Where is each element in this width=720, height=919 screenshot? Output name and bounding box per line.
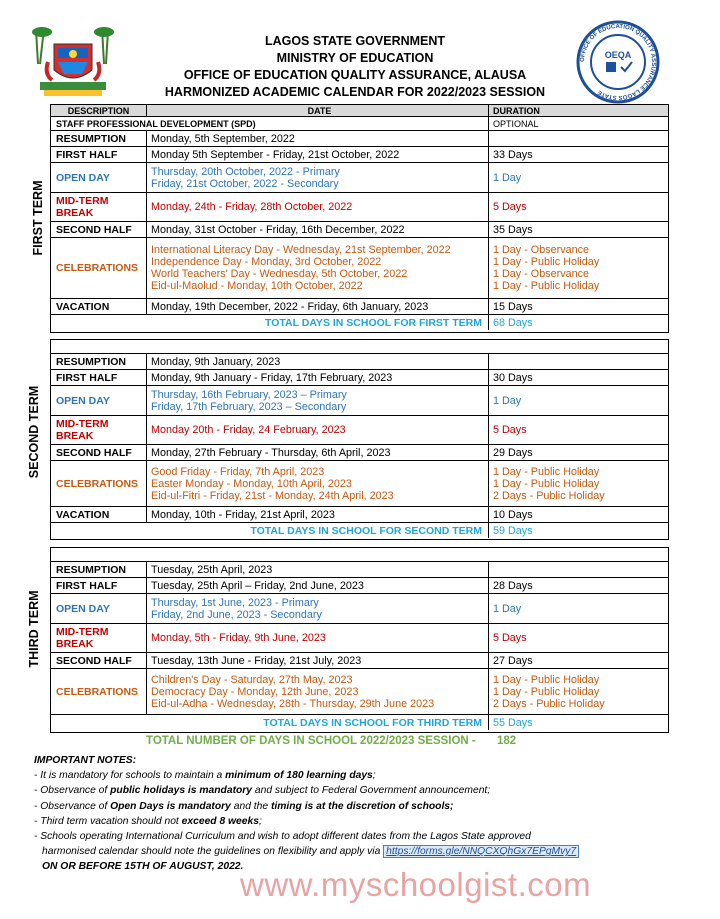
t3-mid-term-date: Monday, 5th - Friday, 9th June, 2023 [147,624,489,652]
celebration-duration: 2 Days - Public Holiday [493,489,605,502]
t2-total-value: 59 Days [493,524,533,537]
t1-open-day-secondary: Friday, 21st October, 2022 - Secondary [151,177,339,190]
t1-open-day-row [51,163,668,193]
t2-mid-term-duration: 5 Days [493,424,527,436]
t3-open-day-duration: 1 Day [493,602,522,615]
celebration-event: Eid-ul-Maolud - Monday, 10th October, 2022 [151,280,363,292]
celebration-event: World Teachers' Day - Wednesday, 5th October, 2022 [151,268,408,280]
t1-mid-term-date: Monday, 24th - Friday, 28th October, 2022 [147,193,489,221]
celebration-event: Easter Monday - Monday, 10th April, 2023 [151,477,352,490]
t1-second-half-duration: 35 Days [493,223,533,236]
t2-total-row [51,523,668,538]
t1-celebrations-dates [147,238,489,298]
t1-vacation-row [51,299,668,315]
t3-first-half-date: Tuesday, 25th April – Friday, 2nd June, 2023 [147,578,489,593]
first-term-table [50,104,669,333]
t1-vacation-label: VACATION [51,299,147,314]
lagos-state-crest-icon [30,24,116,100]
t1-celebrations-label: CELEBRATIONS [51,238,147,298]
t3-mid-term-row [51,624,668,653]
t1-total-value: 68 Days [493,316,533,329]
second-term-table [50,339,669,540]
col-description: DESCRIPTION [51,105,147,116]
t1-first-half-label: FIRST HALF [51,147,147,162]
third-term-label: THIRD TERM [27,590,41,668]
t2-open-day-row [51,386,668,416]
blank-row [51,340,668,354]
t2-celebrations-durations [489,461,668,506]
t3-second-half-duration: 27 Days [493,654,533,667]
col-date: DATE [147,105,489,116]
celebration-event: Eid-ul-Adha - Wednesday, 28th - Thursday, 29th June 2023 [151,697,435,710]
grand-total [146,735,517,747]
t2-mid-term-label: MID-TERM BREAK [51,416,147,444]
t3-total-row [51,715,668,730]
celebration-event: Children's Day - Saturday, 27th May, 2023 [151,673,353,686]
header-line-2: MINISTRY OF EDUCATION [276,51,434,65]
t1-second-half-date: Monday, 31st October - Friday, 16th December, 2022 [147,222,489,237]
t1-second-half-label: SECOND HALF [51,222,147,237]
t3-second-half-row [51,653,668,669]
t2-second-half-row [51,445,668,461]
column-header-row [51,105,668,117]
t3-first-half-duration: 28 Days [493,579,533,592]
note-item: harmonised calendar should note the guidelines on flexibility and apply via https://forms.gle/NNQCXQhGx7EPgMvy7 [34,844,674,859]
watermark: www.myschoolgist.com [240,866,592,903]
t3-resumption-date: Tuesday, 25th April, 2023 [147,562,489,577]
note-item: - Observance of Open Days is mandatory and the timing is at the discretion of schools; [34,800,454,812]
celebration-event: Independence Day - Monday, 3rd October, 2022 [151,256,382,268]
spd-label: STAFF PROFESSIONAL DEVELOPMENT (SPD) [51,117,489,130]
note-item: - It is mandatory for schools to maintain a minimum of 180 learning days; [34,770,376,782]
t2-vacation-row [51,507,668,523]
header-line-4: HARMONIZED ACADEMIC CALENDAR FOR 2022/2023 SESSION [164,85,546,99]
blank-row [51,548,668,562]
t2-second-half-date: Monday, 27th February - Thursday, 6th April, 2023 [147,445,489,460]
t1-vacation-date: Monday, 19th December, 2022 - Friday, 6th January, 2023 [147,299,489,314]
t2-mid-term-date: Monday 20th - Friday, 24 February, 2023 [147,416,489,444]
t1-resumption-date: Monday, 5th September, 2022 [147,131,489,146]
grand-total-value: 182 [497,735,517,747]
notes-title: IMPORTANT NOTES: [34,755,137,766]
t1-total-label: TOTAL DAYS IN SCHOOL FOR FIRST TERM [51,315,489,330]
spd-duration: OPTIONAL [493,118,539,129]
celebration-duration: 1 Day - Public Holiday [493,477,600,490]
t1-open-day-duration: 1 Day [493,171,522,184]
t2-celebrations-row [51,461,668,507]
document-header [0,0,720,104]
t2-vacation-duration: 10 Days [493,508,533,521]
celebration-event: Good Friday - Friday, 7th April, 2023 [151,465,325,478]
t3-second-half-label: SECOND HALF [51,653,147,668]
t1-celebrations-durations [489,238,668,298]
t2-resumption-row [51,354,668,370]
t3-resumption-label: RESUMPTION [51,562,147,577]
celebration-duration: 2 Days - Public Holiday [493,697,605,710]
t1-total-row [51,315,668,330]
celebration-duration: 1 Day - Public Holiday [493,465,600,478]
grand-total-label: TOTAL NUMBER OF DAYS IN SCHOOL 2022/2023 SESSION - [146,735,476,747]
t2-second-half-label: SECOND HALF [51,445,147,460]
t3-open-day-row [51,594,668,624]
t3-celebrations-label: CELEBRATIONS [51,669,147,714]
t2-open-day-primary: Thursday, 16th February, 2023 – Primary [151,388,347,401]
t3-celebrations-dates [147,669,489,714]
t1-second-half-row [51,222,668,238]
t1-first-half-date: Monday 5th September - Friday, 21st October, 2022 [147,147,489,162]
t1-resumption-row [51,131,668,147]
t2-first-half-duration: 30 Days [493,371,533,384]
oeqa-seal-icon [576,20,660,104]
header-line-1: LAGOS STATE GOVERNMENT [264,34,446,48]
celebration-duration: 1 Day - Observance [493,268,590,280]
celebration-duration: 1 Day - Public Holiday [493,685,600,698]
col-duration: DURATION [493,105,540,116]
t3-total-value: 55 Days [493,716,533,729]
note-item: - Third term vacation should not exceed 8 weeks; [34,815,262,827]
celebration-event: Eid-ul-Fitri - Friday, 21st - Monday, 24th April, 2023 [151,489,394,502]
second-term-label: SECOND TERM [27,385,41,479]
t2-first-half-date: Monday, 9th January - Friday, 17th February, 2023 [147,370,489,385]
t3-open-day-secondary: Friday, 2nd June, 2023 - Secondary [151,608,322,621]
t2-resumption-date: Monday, 9th January, 2023 [147,354,489,369]
t2-open-day-duration: 1 Day [493,394,522,407]
note-deadline: ON OR BEFORE 15TH OF AUGUST, 2022. [42,861,244,873]
t3-total-label: TOTAL DAYS IN SCHOOL FOR THIRD TERM [51,715,489,730]
celebration-duration: 1 Day - Observance [493,244,590,256]
t3-resumption-row [51,562,668,578]
t1-first-half-duration: 33 Days [493,148,533,161]
third-term-table [50,547,669,733]
t1-vacation-duration: 15 Days [493,300,533,313]
t3-first-half-row [51,578,668,594]
t1-open-day-label: OPEN DAY [51,163,147,192]
t3-open-day-dates [147,594,489,623]
seal-text: OEQA [604,50,632,60]
t1-open-day-primary: Thursday, 20th October, 2022 - Primary [151,165,340,178]
celebration-duration: 1 Day - Public Holiday [493,673,600,686]
t3-mid-term-duration: 5 Days [493,632,527,644]
t3-celebrations-row [51,669,668,715]
t2-open-day-dates [147,386,489,415]
celebration-duration: 1 Day - Public Holiday [493,280,600,292]
t3-celebrations-durations [489,669,668,714]
celebration-duration: 1 Day - Public Holiday [493,256,600,268]
t3-mid-term-label: MID-TERM BREAK [51,624,147,652]
seal-ring-text: OFFICE OF EDUCATION QUALITY ASSURANCE LAGOS STATE [579,23,657,101]
t1-mid-term-row [51,193,668,222]
t2-open-day-secondary: Friday, 17th February, 2023 – Secondary [151,400,347,413]
t2-resumption-label: RESUMPTION [51,354,147,369]
celebration-event: Democracy Day - Monday, 12th June, 2023 [151,685,359,698]
spd-row [51,117,668,131]
t2-second-half-duration: 29 Days [493,446,533,459]
first-term-label: FIRST TERM [31,180,45,256]
t1-celebrations-row [51,238,668,299]
t2-total-label: TOTAL DAYS IN SCHOOL FOR SECOND TERM [51,523,489,538]
t1-open-day-dates [147,163,489,192]
t1-first-half-row [51,147,668,163]
t1-resumption-label: RESUMPTION [51,131,147,146]
note-item: - Observance of public holidays is mandatory and subject to Federal Government announcement; [34,785,491,797]
t3-first-half-label: FIRST HALF [51,578,147,593]
t1-mid-term-duration: 5 Days [493,201,527,213]
t1-mid-term-label: MID-TERM BREAK [51,193,147,221]
t2-first-half-row [51,370,668,386]
t3-open-day-primary: Thursday, 1st June, 2023 - Primary [151,596,319,609]
t2-vacation-date: Monday, 10th - Friday, 21st April, 2023 [147,507,489,522]
header-line-3: OFFICE OF EDUCATION QUALITY ASSURANCE, ALAUSA [183,68,527,82]
t3-open-day-label: OPEN DAY [51,594,147,623]
t2-first-half-label: FIRST HALF [51,370,147,385]
important-notes [34,753,674,875]
celebration-event: International Literacy Day - Wednesday, 21st September, 2022 [151,244,451,256]
t3-second-half-date: Tuesday, 13th June - Friday, 21st July, 2023 [147,653,489,668]
t2-vacation-label: VACATION [51,507,147,522]
t2-open-day-label: OPEN DAY [51,386,147,415]
application-form-link[interactable]: https://forms.gle/NNQCXQhGx7EPgMvy7 [383,845,579,858]
t2-celebrations-dates [147,461,489,506]
t2-mid-term-row [51,416,668,445]
t2-celebrations-label: CELEBRATIONS [51,461,147,506]
note-item: - Schools operating International Curriculum and wish to adopt different dates from the Lagos State approved [34,831,531,843]
